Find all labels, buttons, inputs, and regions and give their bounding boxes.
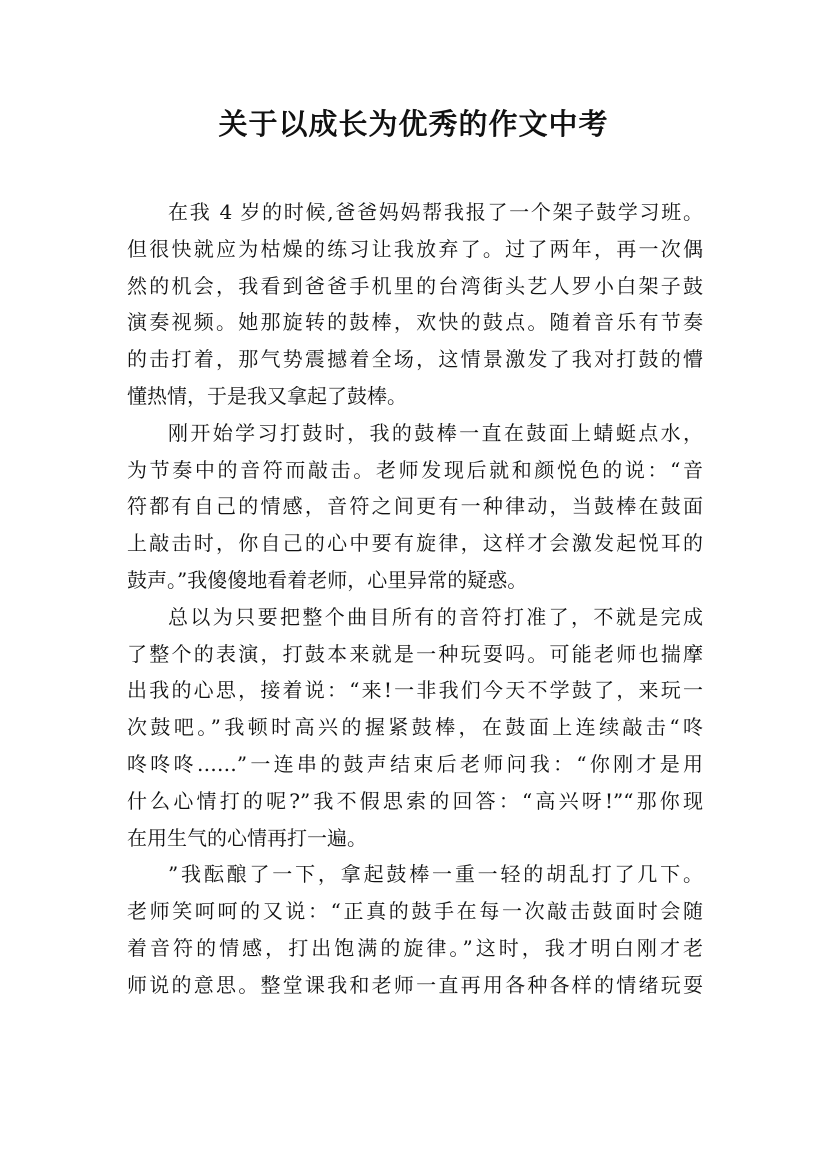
text-line: 上敲击时，你自己的心中要有旋律，这样才会激发起悦耳的 (127, 531, 703, 556)
text-line: 什么心情打的呢?”我不假思索的回答：“高兴呀!”“那你现 (127, 788, 703, 813)
text-line: 为节奏中的音符而敲击。老师发现后就和颜悦色的说：“音 (127, 457, 703, 482)
text-line: 老师笑呵呵的又说：“正真的鼓手在每一次敲击鼓面时会随 (127, 899, 703, 924)
text-line: ”我酝酿了一下，拿起鼓棒一重一轻的胡乱打了几下。 (168, 862, 703, 887)
essay-body (127, 194, 703, 1004)
text-line: 但很快就应为枯燥的练习让我放弃了。过了两年，再一次偶 (127, 236, 703, 261)
text-line: 咚咚咚……”一连串的鼓声结束后老师问我：“你刚才是用 (127, 751, 703, 776)
text-line: 演奏视频。她那旋转的鼓棒，欢快的鼓点。随着音乐有节奏 (127, 310, 703, 335)
text-line: 总以为只要把整个曲目所有的音符打准了，不就是完成 (168, 604, 703, 629)
text-line: 然的机会，我看到爸爸手机里的台湾街头艺人罗小白架子鼓 (127, 273, 703, 298)
text-line: 在我 4 岁的时候,爸爸妈妈帮我报了一个架子鼓学习班。 (168, 200, 703, 224)
text-line: 着音符的情感，打出饱满的旋律。”这时，我才明白刚才老 (127, 935, 703, 960)
text-line: 符都有自己的情感，音符之间更有一种律动，当鼓棒在鼓面 (127, 494, 703, 519)
text-line: 在用生气的心情再打一遍。 (127, 825, 367, 850)
text-line: 鼓声。”我傻傻地看着老师，心里异常的疑惑。 (127, 567, 528, 592)
text-line: 懂热情，于是我又拿起了鼓棒。 (127, 383, 407, 408)
text-line: 次鼓吧。”我顿时高兴的握紧鼓棒，在鼓面上连续敲击“咚 (127, 715, 703, 740)
text-line: 刚开始学习打鼓时，我的鼓棒一直在鼓面上蜻蜓点水， (168, 420, 703, 445)
text-line: 的击打着，那气势震撼着全场，这情景激发了我对打鼓的懵 (127, 347, 703, 372)
text-line: 师说的意思。整堂课我和老师一直再用各种各样的情绪玩耍 (127, 972, 703, 997)
text-line: 了整个的表演，打鼓本来就是一种玩耍吗。可能老师也揣摩 (127, 641, 703, 666)
text-line: 出我的心思，接着说：“来!一非我们今天不学鼓了，来玩一 (127, 678, 703, 703)
document-title: 关于以成长为优秀的作文中考 (218, 107, 609, 141)
